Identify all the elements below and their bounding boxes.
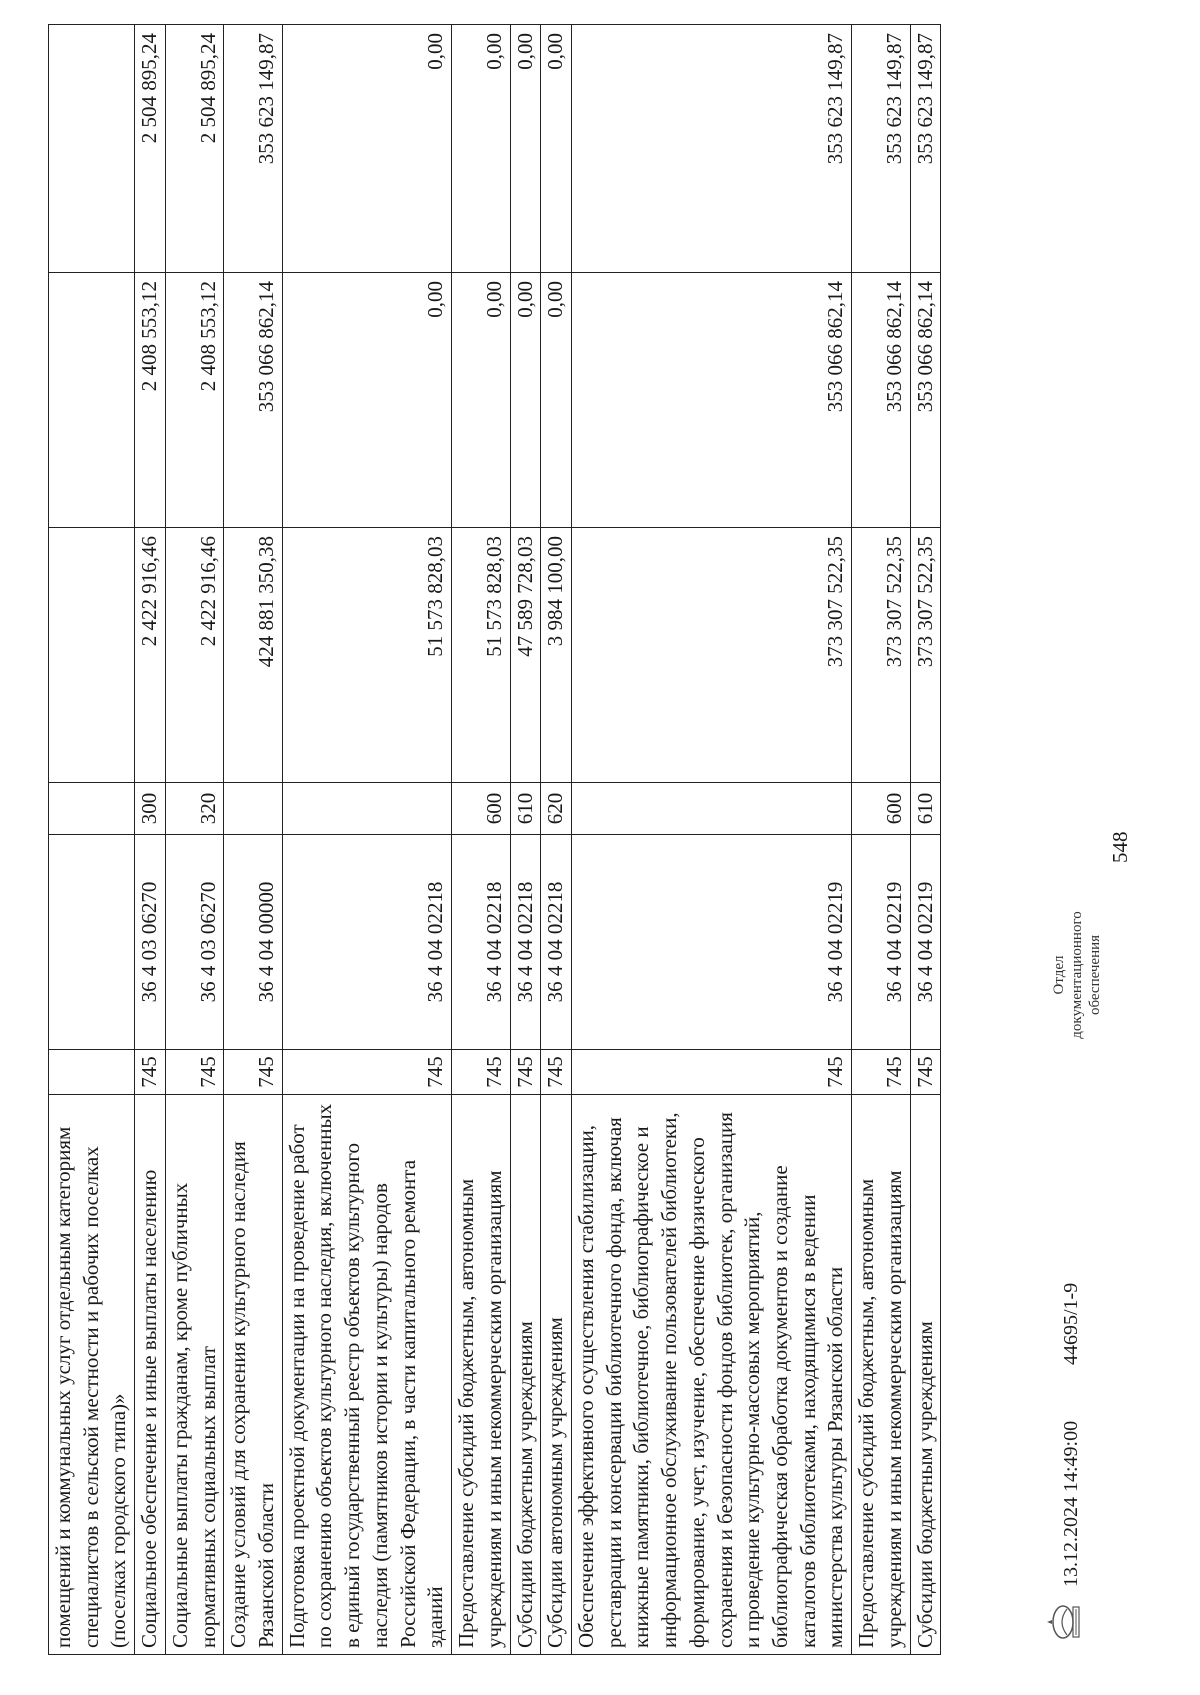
row-code-cell: 745 (910, 1050, 941, 1095)
department-stamp: Отдел документационного обеспечения (1051, 911, 1103, 1039)
row-expense-type-cell (571, 783, 851, 835)
row-name-cell: Социальное обеспечение и иные выплаты населению (135, 1095, 166, 1655)
row-target-article-cell (49, 835, 135, 1050)
row-amount-2027-cell: 2 504 895,24 (165, 25, 223, 273)
table-row (541, 25, 572, 1655)
row-amount-2026-cell: 353 066 862,14 (571, 273, 851, 528)
row-code-cell: 745 (135, 1050, 166, 1095)
row-target-article-cell: 36 4 03 06270 (135, 835, 166, 1050)
row-amount-2027-cell: 353 623 149,87 (852, 25, 910, 273)
row-amount-2025-cell: 373 307 522,35 (852, 528, 910, 783)
row-target-article-cell: 36 4 04 02218 (452, 835, 510, 1050)
table-row (571, 25, 851, 1655)
row-amount-2027-cell: 0,00 (282, 25, 451, 273)
row-expense-type-cell (224, 783, 282, 835)
row-amount-2026-cell: 2 408 553,12 (165, 273, 223, 528)
row-target-article-cell: 36 4 04 02219 (571, 835, 851, 1050)
row-target-article-cell: 36 4 03 06270 (165, 835, 223, 1050)
row-name-cell: Создание условий для сохранения культурного наследия Рязанской области (224, 1095, 282, 1655)
row-expense-type-cell: 620 (541, 783, 572, 835)
row-code-cell: 745 (852, 1050, 910, 1095)
table-row (282, 25, 451, 1655)
row-name-cell: помещений и коммунальных услуг отдельным категориям специалистов в сельской местности и рабочих поселках (поселках городского типа)» (49, 1095, 135, 1655)
row-amount-2026-cell: 0,00 (510, 273, 541, 528)
row-target-article-cell: 36 4 04 02218 (282, 835, 451, 1050)
row-amount-2027-cell: 0,00 (452, 25, 510, 273)
row-amount-2025-cell (49, 528, 135, 783)
row-code-cell: 745 (282, 1050, 451, 1095)
row-amount-2025-cell: 373 307 522,35 (910, 528, 941, 783)
row-amount-2026-cell: 353 066 862,14 (852, 273, 910, 528)
table-row (452, 25, 510, 1655)
row-name-cell: Предоставление субсидий бюджетным, автономным учреждениям и иным некоммерческим организациям (452, 1095, 510, 1655)
table-row (165, 25, 223, 1655)
row-amount-2025-cell: 47 589 728,03 (510, 528, 541, 783)
table-body (49, 25, 941, 1655)
row-amount-2025-cell: 51 573 828,03 (282, 528, 451, 783)
row-expense-type-cell (49, 783, 135, 835)
row-amount-2026-cell: 353 066 862,14 (224, 273, 282, 528)
table-row (135, 25, 166, 1655)
row-target-article-cell: 36 4 04 02218 (541, 835, 572, 1050)
row-amount-2026-cell: 2 408 553,12 (135, 273, 166, 528)
row-expense-type-cell: 610 (510, 783, 541, 835)
row-expense-type-cell: 610 (910, 783, 941, 835)
row-code-cell (49, 1050, 135, 1095)
row-name-cell: Субсидии бюджетным учреждениям (910, 1095, 941, 1655)
table-row (510, 25, 541, 1655)
row-amount-2027-cell: 2 504 895,24 (135, 25, 166, 273)
row-amount-2025-cell: 2 422 916,46 (165, 528, 223, 783)
row-amount-2025-cell: 424 881 350,38 (224, 528, 282, 783)
row-code-cell: 745 (165, 1050, 223, 1095)
table-row (852, 25, 910, 1655)
row-target-article-cell: 36 4 04 02219 (910, 835, 941, 1050)
row-code-cell: 745 (452, 1050, 510, 1095)
row-code-cell: 745 (571, 1050, 851, 1095)
row-amount-2026-cell: 0,00 (282, 273, 451, 528)
row-amount-2025-cell: 3 984 100,00 (541, 528, 572, 783)
row-amount-2026-cell: 353 066 862,14 (910, 273, 941, 528)
coat-of-arms-icon (1043, 1601, 1085, 1643)
table-row (49, 25, 135, 1655)
row-expense-type-cell: 320 (165, 783, 223, 835)
row-target-article-cell: 36 4 04 02218 (510, 835, 541, 1050)
row-target-article-cell: 36 4 04 02219 (852, 835, 910, 1050)
row-amount-2027-cell: 353 623 149,87 (910, 25, 941, 273)
row-amount-2025-cell: 2 422 916,46 (135, 528, 166, 783)
row-amount-2027-cell: 0,00 (541, 25, 572, 273)
row-name-cell: Социальные выплаты гражданам, кроме публичных нормативных социальных выплат (165, 1095, 223, 1655)
row-target-article-cell: 36 4 04 00000 (224, 835, 282, 1050)
page-number: 548 (1108, 831, 1132, 863)
row-expense-type-cell: 600 (852, 783, 910, 835)
row-amount-2027-cell: 353 623 149,87 (571, 25, 851, 273)
budget-table (48, 24, 941, 1655)
row-code-cell: 745 (510, 1050, 541, 1095)
row-code-cell: 745 (541, 1050, 572, 1095)
row-amount-2025-cell: 51 573 828,03 (452, 528, 510, 783)
row-name-cell: Субсидии автономным учреждениям (541, 1095, 572, 1655)
row-name-cell: Подготовка проектной документации на проведение работ по сохранению объектов культурного наследия, включенных в единый государственный реестр объектов культурного наследия (памятников истории и культуры) народов Российской Федерации, в части капитального ремонта зданий (282, 1095, 451, 1655)
row-amount-2027-cell: 353 623 149,87 (224, 25, 282, 273)
row-expense-type-cell: 600 (452, 783, 510, 835)
row-name-cell: Субсидии бюджетным учреждениям (510, 1095, 541, 1655)
row-amount-2026-cell: 0,00 (452, 273, 510, 528)
row-expense-type-cell: 300 (135, 783, 166, 835)
row-amount-2027-cell: 0,00 (510, 25, 541, 273)
table-row (910, 25, 941, 1655)
row-amount-2027-cell (49, 25, 135, 273)
table-row (224, 25, 282, 1655)
row-code-cell: 745 (224, 1050, 282, 1095)
row-amount-2025-cell: 373 307 522,35 (571, 528, 851, 783)
row-name-cell: Предоставление субсидий бюджетным, автономным учреждениям и иным некоммерческим организациям (852, 1095, 910, 1655)
row-amount-2026-cell: 0,00 (541, 273, 572, 528)
row-name-cell: Обеспечение эффективного осуществления стабилизации, реставрации и консервации библиотечного фонда, включая книжные памятники, библиотечное, библиографическое и информационное обслуживание пользователей библиотеки, формирование, учет, изучение, обеспечение физического сохранения и безопасности фондов библиотек, организация и проведение культурно-массовых мероприятий, библиографическая обработка документов и создание каталогов библиотеками, находящимися в ведении министерства культуры Рязанской области (571, 1095, 851, 1655)
row-amount-2026-cell (49, 273, 135, 528)
print-timestamp: 13.12.2024 14:49:00 (1060, 1420, 1082, 1587)
row-expense-type-cell (282, 783, 451, 835)
document-code: 44695/1-9 (1060, 1282, 1082, 1365)
